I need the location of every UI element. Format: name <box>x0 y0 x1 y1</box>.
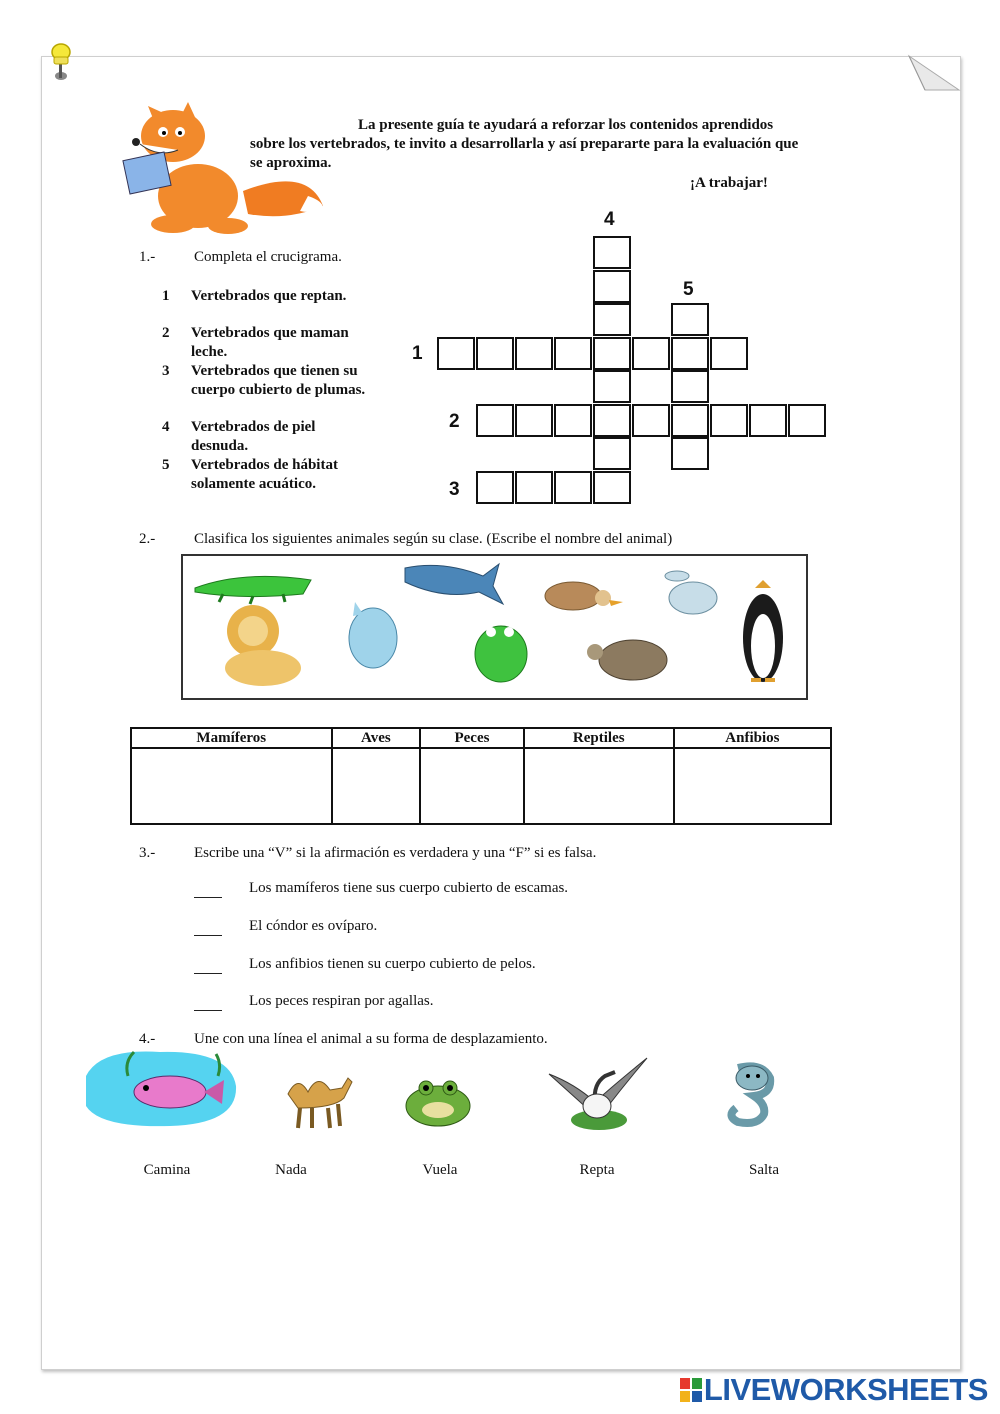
cobra-snake-icon <box>718 1060 782 1130</box>
crossword-cell[interactable] <box>671 437 709 470</box>
clue-3-num: 3 <box>162 363 170 379</box>
crossword-cell[interactable] <box>593 370 631 403</box>
col-header-anfibios: Anfibios <box>674 728 831 748</box>
liveworksheets-brand[interactable] <box>680 1372 988 1408</box>
answer-cell-anfibios[interactable] <box>674 748 831 824</box>
q4-number: 4.- <box>139 1031 156 1047</box>
movement-label-vuela[interactable]: Vuela <box>422 1162 458 1178</box>
page-curl-icon <box>905 52 963 94</box>
crossword-cell[interactable] <box>554 471 592 504</box>
crossword-cell[interactable] <box>554 337 592 370</box>
brand-name: LIVEWORKSHEETS <box>703 1372 988 1407</box>
crossword-cell[interactable] <box>476 404 514 437</box>
statement-4: Los peces respiran por agallas. <box>249 993 434 1009</box>
answer-blank-2[interactable] <box>194 935 222 936</box>
crossword-cell[interactable] <box>476 471 514 504</box>
crossword-cell[interactable] <box>632 404 670 437</box>
clue-2-num: 2 <box>162 325 170 341</box>
pushpin-icon <box>46 40 76 88</box>
col-header-peces: Peces <box>420 728 523 748</box>
statement-1: Los mamíferos tiene sus cuerpo cubierto de escamas. <box>249 880 569 896</box>
clue-4-text: Vertebrados de piel desnuda. <box>191 419 316 454</box>
camel-icon <box>278 1064 356 1132</box>
clue-4-num: 4 <box>162 419 170 435</box>
answer-blank-4[interactable] <box>194 1010 222 1011</box>
answer-cell-mamiferos[interactable] <box>131 748 332 824</box>
frog-icon <box>475 626 527 682</box>
crossword-cell[interactable] <box>593 236 631 269</box>
turtle-icon <box>587 640 667 680</box>
movement-label-salta[interactable]: Salta <box>749 1162 779 1178</box>
q4-title: Une con una línea el animal a su forma de desplazamiento. <box>194 1031 548 1047</box>
crossword-cell[interactable] <box>671 404 709 437</box>
crossword-label-5: 5 <box>683 279 694 300</box>
shark-icon <box>405 564 503 604</box>
crossword-cell[interactable] <box>671 370 709 403</box>
movement-label-repta[interactable]: Repta <box>579 1162 615 1178</box>
crossword-cell[interactable] <box>788 404 826 437</box>
crossword-cell[interactable] <box>749 404 787 437</box>
crossword-label-1: 1 <box>412 343 423 364</box>
fish-icon <box>349 602 397 668</box>
rabbit-icon <box>665 571 717 614</box>
crossword-cell[interactable] <box>593 337 631 370</box>
q1-number: 1.- <box>139 249 156 265</box>
clue-5-text: Vertebrados de hábitat solamente acuático. <box>191 457 338 492</box>
frog-icon <box>398 1074 478 1132</box>
fish-in-water-icon <box>80 1046 240 1130</box>
animals-image-box <box>181 554 808 700</box>
lion-icon <box>225 605 301 686</box>
clue-3-text: Vertebrados que tienen su cuerpo cubierto de plumas. <box>191 363 366 398</box>
crossword-cell[interactable] <box>593 303 631 336</box>
cheer-text: ¡A trabajar! <box>690 175 768 191</box>
crossword-label-4: 4 <box>604 209 615 230</box>
answer-blank-1[interactable] <box>194 897 222 898</box>
answer-cell-reptiles[interactable] <box>524 748 674 824</box>
movement-label-camina[interactable]: Camina <box>143 1162 191 1178</box>
heron-bird-icon <box>545 1054 649 1134</box>
answer-cell-peces[interactable] <box>420 748 523 824</box>
crossword-label-3: 3 <box>449 479 460 500</box>
q3-title: Escribe una “V” si la afirmación es verdadera y una “F” si es falsa. <box>194 845 597 861</box>
crocodile-icon <box>195 576 311 604</box>
clue-5-num: 5 <box>162 457 170 473</box>
crossword-cell[interactable] <box>515 337 553 370</box>
col-header-mamiferos: Mamíferos <box>131 728 332 748</box>
crossword-label-2: 2 <box>449 411 460 432</box>
crossword-cell[interactable] <box>710 404 748 437</box>
clue-1-text: Vertebrados que reptan. <box>191 288 347 304</box>
crossword-cell[interactable] <box>632 337 670 370</box>
duck-icon <box>545 582 623 610</box>
crossword-cell[interactable] <box>593 270 631 303</box>
crossword-cell[interactable] <box>554 404 592 437</box>
brand-logo-icon <box>680 1378 702 1402</box>
classification-table <box>130 727 832 825</box>
clue-1-num: 1 <box>162 288 170 304</box>
clue-2-text: Vertebrados que maman leche. <box>191 325 349 360</box>
q2-title: Clasifica los siguientes animales según su clase. (Escribe el nombre del animal) <box>194 531 673 547</box>
col-header-aves: Aves <box>332 728 421 748</box>
crossword-cell[interactable] <box>593 404 631 437</box>
crossword-cell[interactable] <box>593 437 631 470</box>
col-header-reptiles: Reptiles <box>524 728 674 748</box>
statement-2: El cóndor es ovíparo. <box>249 918 378 934</box>
movement-label-nada[interactable]: Nada <box>275 1162 307 1178</box>
crossword-cell[interactable] <box>515 404 553 437</box>
crossword-cell[interactable] <box>476 337 514 370</box>
q2-number: 2.- <box>139 531 156 547</box>
intro-paragraph: La presente guía te ayudará a reforzar los contenidos aprendidos sobre los vertebrados, te invito a desarrollarla y así prepararte para la evaluación que se aproxima. <box>250 117 799 171</box>
statement-3: Los anfibios tienen su cuerpo cubierto de pelos. <box>249 956 536 972</box>
answer-blank-3[interactable] <box>194 973 222 974</box>
q3-number: 3.- <box>139 845 156 861</box>
crossword-cell[interactable] <box>710 337 748 370</box>
crossword-cell[interactable] <box>437 337 475 370</box>
crossword-cell[interactable] <box>593 471 631 504</box>
answer-cell-aves[interactable] <box>332 748 421 824</box>
penguin-icon <box>743 580 783 682</box>
q1-title: Completa el crucigrama. <box>194 249 342 265</box>
animals-illustration <box>183 556 806 698</box>
crossword-cell[interactable] <box>515 471 553 504</box>
crossword-cell[interactable] <box>671 337 709 370</box>
crossword-cell[interactable] <box>671 303 709 336</box>
